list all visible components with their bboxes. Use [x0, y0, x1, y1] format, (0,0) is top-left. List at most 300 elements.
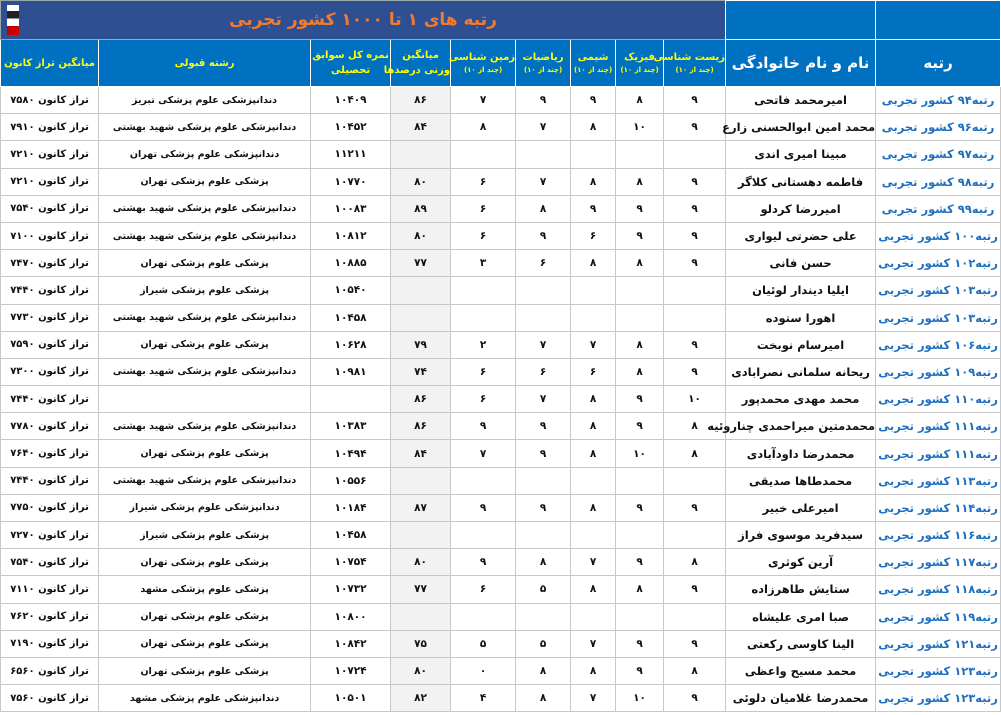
cell-field: پزشکی علوم پزشکی شیراز — [99, 277, 311, 304]
cell-kanoon: تراز کانون ۷۲۱۰ — [1, 141, 99, 168]
cell-rank: رتبه۱۱۸ کشور تجربی — [876, 576, 1001, 603]
cell-rank: رتبه۱۱۷ کشور تجربی — [876, 549, 1001, 576]
cell-geo — [451, 141, 516, 168]
cell-bio — [664, 277, 726, 304]
cell-record: ۱۰۸۱۲ — [311, 222, 391, 249]
cell-rank: رتبه۱۰۳ کشور تجربی — [876, 304, 1001, 331]
table-row — [1, 168, 1001, 195]
cell-geo: ۶ — [451, 168, 516, 195]
cell-phys — [616, 603, 664, 630]
cell-record: ۱۰۵۰۱ — [311, 685, 391, 712]
cell-math: ۷ — [516, 386, 571, 413]
cell-field: پزشکی علوم پزشکی مشهد — [99, 576, 311, 603]
cell-name: امیرمحمد فاتحی — [726, 87, 876, 114]
cell-geo: ۶ — [451, 358, 516, 385]
cell-avg: ۸۰ — [391, 222, 451, 249]
cell-bio: ۹ — [664, 168, 726, 195]
cell-chem — [571, 603, 616, 630]
cell-math: ۹ — [516, 222, 571, 249]
cell-math: ۷ — [516, 168, 571, 195]
cell-avg — [391, 141, 451, 168]
cell-rank: رتبه۱۱۰ کشور تجربی — [876, 386, 1001, 413]
cell-bio: ۱۰ — [664, 386, 726, 413]
cell-field: پزشکی علوم پزشکی تهران — [99, 603, 311, 630]
cell-kanoon: تراز کانون ۷۵۶۰ — [1, 685, 99, 712]
cell-name: علی حضرتی لیواری — [726, 222, 876, 249]
cell-chem: ۷ — [571, 549, 616, 576]
cell-phys — [616, 277, 664, 304]
cell-name: اهورا ستوده — [726, 304, 876, 331]
cell-rank: رتبه۱۱۹ کشور تجربی — [876, 603, 1001, 630]
cell-record: ۱۰۸۸۵ — [311, 250, 391, 277]
cell-bio: ۸ — [664, 549, 726, 576]
cell-name: الینا کاوسی رکعتی — [726, 630, 876, 657]
cell-avg: ۸۶ — [391, 413, 451, 440]
cell-chem — [571, 141, 616, 168]
cell-bio: ۹ — [664, 358, 726, 385]
cell-rank: رتبه۱۱۳ کشور تجربی — [876, 467, 1001, 494]
cell-record: ۱۰۴۰۹ — [311, 87, 391, 114]
cell-field: دندانپزشکی علوم پزشکی شهید بهشتی — [99, 413, 311, 440]
cell-record: ۱۰۷۵۴ — [311, 549, 391, 576]
col-chem-scale: (چند از ۱۰) — [573, 66, 613, 75]
cell-geo: ۰ — [451, 657, 516, 684]
cell-phys: ۹ — [616, 386, 664, 413]
cell-name: ستایش طاهرزاده — [726, 576, 876, 603]
cell-bio — [664, 304, 726, 331]
cell-math: ۶ — [516, 250, 571, 277]
cell-avg: ۸۰ — [391, 168, 451, 195]
cell-rank: رتبه۱۱۶ کشور تجربی — [876, 522, 1001, 549]
cell-phys: ۸ — [616, 358, 664, 385]
table-row — [1, 87, 1001, 114]
table-row — [1, 413, 1001, 440]
cell-phys — [616, 467, 664, 494]
cell-geo: ۶ — [451, 576, 516, 603]
cell-rank: رتبه۱۰۶ کشور تجربی — [876, 331, 1001, 358]
col-phys-label: فیزیک — [624, 52, 655, 64]
cell-bio: ۸ — [664, 440, 726, 467]
cell-chem: ۷ — [571, 685, 616, 712]
cell-field: دندانپزشکی علوم پزشکی شهید بهشتی — [99, 304, 311, 331]
cell-chem: ۸ — [571, 413, 616, 440]
cell-kanoon: تراز کانون ۷۶۴۰ — [1, 440, 99, 467]
col-rank: رتبه — [876, 40, 1001, 87]
cell-kanoon: تراز کانون ۷۳۰۰ — [1, 358, 99, 385]
cell-math: ۷ — [516, 331, 571, 358]
cell-phys — [616, 304, 664, 331]
cell-rank: رتبه۱۰۲ کشور تجربی — [876, 250, 1001, 277]
table-row — [1, 277, 1001, 304]
cell-math — [516, 277, 571, 304]
cell-math: ۹ — [516, 494, 571, 521]
cell-math — [516, 603, 571, 630]
cell-rank: رتبه۱۱۱ کشور تجربی — [876, 413, 1001, 440]
cell-field: دندانپزشکی علوم پزشکی شیراز — [99, 494, 311, 521]
cell-rank: رتبه۹۴ کشور تجربی — [876, 87, 1001, 114]
table-title-bar — [1, 1, 726, 40]
cell-name: امیررضا کردلو — [726, 195, 876, 222]
cell-record: ۱۰۵۴۰ — [311, 277, 391, 304]
cell-phys: ۹ — [616, 195, 664, 222]
cell-field: پزشکی علوم پزشکی تهران — [99, 657, 311, 684]
cell-geo: ۴ — [451, 685, 516, 712]
cell-record: ۱۰۴۵۸ — [311, 304, 391, 331]
cell-avg — [391, 277, 451, 304]
cell-rank: رتبه۱۱۱ کشور تجربی — [876, 440, 1001, 467]
cell-chem: ۹ — [571, 195, 616, 222]
table-title: رتبه های ۱ تا ۱۰۰۰ کشور تجربی — [229, 10, 497, 30]
table-row — [1, 494, 1001, 521]
cell-kanoon: تراز کانون ۷۴۷۰ — [1, 250, 99, 277]
cell-kanoon: تراز کانون ۷۲۱۰ — [1, 168, 99, 195]
cell-record: ۱۰۷۳۲ — [311, 576, 391, 603]
cell-record: ۱۰۷۲۴ — [311, 657, 391, 684]
cell-chem: ۸ — [571, 250, 616, 277]
table-row — [1, 685, 1001, 712]
cell-chem: ۶ — [571, 358, 616, 385]
header-blank-rank — [876, 1, 1001, 40]
cell-field: دندانپزشکی علوم پزشکی شهید بهشتی — [99, 467, 311, 494]
cell-geo: ۷ — [451, 87, 516, 114]
cell-avg: ۸۰ — [391, 549, 451, 576]
table-row — [1, 630, 1001, 657]
cell-kanoon: تراز کانون ۷۷۵۰ — [1, 494, 99, 521]
cell-record: ۱۰۴۵۸ — [311, 522, 391, 549]
cell-phys: ۱۰ — [616, 685, 664, 712]
cell-record: ۱۰۸۰۰ — [311, 603, 391, 630]
cell-record: ۱۰۱۸۴ — [311, 494, 391, 521]
cell-field: دندانپزشکی علوم پزشکی شهید بهشتی — [99, 114, 311, 141]
col-math — [516, 40, 571, 87]
cell-math: ۸ — [516, 195, 571, 222]
cell-name: محمد امین ابوالحسنی زارع — [726, 114, 876, 141]
cell-phys: ۸ — [616, 250, 664, 277]
cell-field: پزشکی علوم پزشکی تهران — [99, 331, 311, 358]
cell-bio: ۹ — [664, 222, 726, 249]
cell-kanoon: تراز کانون ۷۴۴۰ — [1, 386, 99, 413]
cell-math: ۵ — [516, 576, 571, 603]
cell-kanoon: تراز کانون ۷۷۳۰ — [1, 304, 99, 331]
cell-kanoon: تراز کانون ۷۲۷۰ — [1, 522, 99, 549]
cell-kanoon: تراز کانون ۷۱۰۰ — [1, 222, 99, 249]
table-row — [1, 331, 1001, 358]
cell-math: ۶ — [516, 358, 571, 385]
cell-bio: ۹ — [664, 494, 726, 521]
cell-geo: ۳ — [451, 250, 516, 277]
cell-geo: ۷ — [451, 440, 516, 467]
cell-rank: رتبه۹۷ کشور تجربی — [876, 141, 1001, 168]
cell-phys: ۹ — [616, 657, 664, 684]
cell-bio — [664, 141, 726, 168]
cell-avg — [391, 603, 451, 630]
cell-avg: ۸۲ — [391, 685, 451, 712]
cell-avg: ۸۶ — [391, 87, 451, 114]
cell-record: ۱۰۴۵۲ — [311, 114, 391, 141]
cell-avg: ۸۴ — [391, 114, 451, 141]
cell-chem: ۸ — [571, 657, 616, 684]
cell-avg — [391, 467, 451, 494]
cell-chem: ۸ — [571, 114, 616, 141]
table-row — [1, 222, 1001, 249]
table-row — [1, 304, 1001, 331]
cell-rank: رتبه۱۲۳ کشور تجربی — [876, 657, 1001, 684]
table-row — [1, 522, 1001, 549]
cell-geo — [451, 522, 516, 549]
cell-chem: ۸ — [571, 168, 616, 195]
cell-field — [99, 386, 311, 413]
cell-rank: رتبه۹۸ کشور تجربی — [876, 168, 1001, 195]
col-avg — [383, 40, 451, 87]
cell-phys: ۹ — [616, 494, 664, 521]
cell-math: ۸ — [516, 657, 571, 684]
cell-field: پزشکی علوم پزشکی تهران — [99, 440, 311, 467]
cell-name: محمدمتین میراحمدی چناروئیه — [726, 413, 876, 440]
table-row — [1, 141, 1001, 168]
cell-geo: ۸ — [451, 114, 516, 141]
cell-kanoon: تراز کانون ۷۱۱۰ — [1, 576, 99, 603]
cell-rank: رتبه۱۲۳ کشور تجربی — [876, 685, 1001, 712]
cell-field: پزشکی علوم پزشکی تهران — [99, 168, 311, 195]
table-row — [1, 440, 1001, 467]
cell-record: ۱۰۰۸۳ — [311, 195, 391, 222]
cell-rank: رتبه۱۰۰ کشور تجربی — [876, 222, 1001, 249]
col-field: رشته قبولی — [99, 40, 311, 87]
cell-field: دندانپزشکی علوم پزشکی مشهد — [99, 685, 311, 712]
cell-bio: ۹ — [664, 250, 726, 277]
cell-kanoon: تراز کانون ۷۴۴۰ — [1, 467, 99, 494]
col-record-label-1: نمره کل سوابق — [312, 50, 389, 61]
cell-chem: ۸ — [571, 494, 616, 521]
cell-rank: رتبه۱۰۳ کشور تجربی — [876, 277, 1001, 304]
table-row — [1, 549, 1001, 576]
cell-field: دندانپزشکی علوم پزشکی شهید بهشتی — [99, 222, 311, 249]
cell-phys: ۸ — [616, 331, 664, 358]
col-geo-scale: (چند از ۱۰) — [463, 66, 503, 75]
cell-avg: ۸۶ — [391, 386, 451, 413]
cell-name: امیرعلی خبیر — [726, 494, 876, 521]
cell-math: ۹ — [516, 440, 571, 467]
cell-avg: ۸۹ — [391, 195, 451, 222]
cell-bio: ۹ — [664, 87, 726, 114]
cell-phys: ۸ — [616, 87, 664, 114]
cell-phys: ۹ — [616, 222, 664, 249]
cell-geo: ۶ — [451, 222, 516, 249]
cell-field: دندانپزشکی علوم پزشکی شهید بهشتی — [99, 195, 311, 222]
col-name: نام و نام خانوادگی — [726, 40, 876, 87]
col-math-scale: (چند از ۱۰) — [523, 66, 563, 75]
col-kanoon: میانگین تراز کانون — [1, 40, 99, 87]
cell-bio — [664, 522, 726, 549]
cell-avg: ۷۵ — [391, 630, 451, 657]
cell-name: محمدطاها صدیقی — [726, 467, 876, 494]
cell-avg — [391, 522, 451, 549]
cell-phys: ۸ — [616, 576, 664, 603]
cell-name: آرین کوثری — [726, 549, 876, 576]
col-avg-label-1: میانگین — [402, 50, 439, 61]
col-avg-label-2: وزنی درصدها — [383, 65, 451, 76]
col-chem-label: شیمی — [577, 52, 609, 64]
cell-name: محمد مهدی محمدپور — [726, 386, 876, 413]
cell-avg: ۸۰ — [391, 657, 451, 684]
col-bio-label: زیست شناسی — [653, 52, 726, 64]
cell-name: محمدرضا غلامیان دلوئی — [726, 685, 876, 712]
header-blank-name — [726, 1, 876, 40]
cell-name: مبینا امیری اندی — [726, 141, 876, 168]
cell-phys: ۹ — [616, 413, 664, 440]
cell-math: ۹ — [516, 413, 571, 440]
cell-math — [516, 522, 571, 549]
logo-icon — [7, 5, 19, 35]
cell-name: ایلیا دیندار لوئیان — [726, 277, 876, 304]
cell-rank: رتبه۱۰۹ کشور تجربی — [876, 358, 1001, 385]
cell-avg: ۸۴ — [391, 440, 451, 467]
cell-phys: ۱۰ — [616, 440, 664, 467]
cell-math: ۹ — [516, 87, 571, 114]
cell-chem: ۹ — [571, 87, 616, 114]
cell-chem: ۸ — [571, 576, 616, 603]
cell-kanoon: تراز کانون ۷۹۱۰ — [1, 114, 99, 141]
cell-bio — [664, 467, 726, 494]
cell-geo: ۶ — [451, 386, 516, 413]
cell-chem — [571, 467, 616, 494]
cell-math — [516, 467, 571, 494]
cell-chem: ۶ — [571, 222, 616, 249]
cell-bio: ۸ — [664, 657, 726, 684]
cell-field: پزشکی علوم پزشکی تهران — [99, 250, 311, 277]
cell-bio: ۹ — [664, 114, 726, 141]
cell-kanoon: تراز کانون ۷۵۴۰ — [1, 549, 99, 576]
cell-avg: ۷۴ — [391, 358, 451, 385]
cell-field: دندانپزشکی علوم پزشکی تهران — [99, 141, 311, 168]
table-row — [1, 657, 1001, 684]
cell-record: ۱۰۶۲۸ — [311, 331, 391, 358]
cell-name: سیدفرید موسوی فراز — [726, 522, 876, 549]
cell-record — [311, 386, 391, 413]
cell-math: ۷ — [516, 114, 571, 141]
cell-chem — [571, 304, 616, 331]
cell-kanoon: تراز کانون ۷۵۸۰ — [1, 87, 99, 114]
cell-geo — [451, 467, 516, 494]
cell-record: ۱۰۴۹۴ — [311, 440, 391, 467]
cell-geo: ۹ — [451, 494, 516, 521]
cell-kanoon: تراز کانون ۷۱۹۰ — [1, 630, 99, 657]
table-body — [1, 87, 1001, 712]
cell-kanoon: تراز کانون ۶۵۶۰ — [1, 657, 99, 684]
cell-avg: ۷۷ — [391, 250, 451, 277]
cell-bio: ۹ — [664, 195, 726, 222]
cell-kanoon: تراز کانون ۷۵۹۰ — [1, 331, 99, 358]
cell-record: ۱۱۲۱۱ — [311, 141, 391, 168]
cell-record: ۱۰۹۸۱ — [311, 358, 391, 385]
cell-field: پزشکی علوم پزشکی تهران — [99, 630, 311, 657]
cell-phys: ۹ — [616, 549, 664, 576]
cell-name: صبا امری علیشاه — [726, 603, 876, 630]
cell-rank: رتبه۱۲۱ کشور تجربی — [876, 630, 1001, 657]
cell-geo — [451, 277, 516, 304]
cell-name: امیرسام نوبخت — [726, 331, 876, 358]
col-math-label: ریاضیات — [522, 52, 564, 64]
cell-geo: ۲ — [451, 331, 516, 358]
cell-phys: ۱۰ — [616, 114, 664, 141]
cell-geo: ۶ — [451, 195, 516, 222]
table-row — [1, 386, 1001, 413]
cell-name: حسن فانی — [726, 250, 876, 277]
cell-phys: ۹ — [616, 630, 664, 657]
cell-field: دندانپزشکی علوم پزشکی شهید بهشتی — [99, 358, 311, 385]
cell-record: ۱۰۸۴۲ — [311, 630, 391, 657]
cell-kanoon: تراز کانون ۷۶۲۰ — [1, 603, 99, 630]
col-geo — [448, 40, 516, 87]
cell-kanoon: تراز کانون ۷۵۴۰ — [1, 195, 99, 222]
cell-math: ۵ — [516, 630, 571, 657]
cell-avg: ۷۹ — [391, 331, 451, 358]
cell-geo: ۹ — [451, 413, 516, 440]
table-row — [1, 467, 1001, 494]
cell-phys: ۸ — [616, 168, 664, 195]
cell-record: ۱۰۷۷۰ — [311, 168, 391, 195]
cell-field: پزشکی علوم پزشکی شیراز — [99, 522, 311, 549]
cell-chem: ۷ — [571, 630, 616, 657]
cell-bio: ۹ — [664, 685, 726, 712]
cell-bio: ۹ — [664, 576, 726, 603]
col-phys-scale: (چند از ۱۰) — [620, 66, 659, 75]
table-row — [1, 250, 1001, 277]
cell-chem: ۸ — [571, 386, 616, 413]
cell-chem: ۸ — [571, 440, 616, 467]
table-row — [1, 603, 1001, 630]
table-row — [1, 576, 1001, 603]
cell-phys — [616, 141, 664, 168]
cell-field: دندانپزشکی علوم پزشکی تبریز — [99, 87, 311, 114]
cell-avg — [391, 304, 451, 331]
col-record-label-2: تحصیلی — [331, 65, 371, 76]
cell-bio: ۹ — [664, 630, 726, 657]
table-row — [1, 195, 1001, 222]
col-chem — [571, 40, 616, 87]
cell-name: محمدرضا داودآبادی — [726, 440, 876, 467]
cell-kanoon: تراز کانون ۷۷۸۰ — [1, 413, 99, 440]
cell-rank: رتبه۱۱۴ کشور تجربی — [876, 494, 1001, 521]
cell-math — [516, 141, 571, 168]
cell-kanoon: تراز کانون ۷۴۴۰ — [1, 277, 99, 304]
col-geo-label: زمین شناسی — [448, 52, 516, 64]
col-bio-scale: (چند از ۱۰) — [675, 66, 714, 75]
cell-math: ۸ — [516, 685, 571, 712]
cell-math: ۸ — [516, 549, 571, 576]
cell-geo: ۵ — [451, 630, 516, 657]
cell-chem — [571, 277, 616, 304]
cell-avg: ۸۷ — [391, 494, 451, 521]
col-record — [311, 40, 391, 87]
cell-avg: ۷۷ — [391, 576, 451, 603]
cell-record: ۱۰۳۸۳ — [311, 413, 391, 440]
cell-phys — [616, 522, 664, 549]
cell-math — [516, 304, 571, 331]
cell-bio: ۸ — [664, 413, 726, 440]
cell-name: ریحانه سلمانی نصرابادی — [726, 358, 876, 385]
cell-field: پزشکی علوم پزشکی تهران — [99, 549, 311, 576]
cell-bio — [664, 603, 726, 630]
cell-chem — [571, 522, 616, 549]
cell-chem: ۷ — [571, 331, 616, 358]
cell-bio: ۹ — [664, 331, 726, 358]
cell-geo — [451, 304, 516, 331]
cell-name: محمد مسیح واعظی — [726, 657, 876, 684]
table-row — [1, 358, 1001, 385]
cell-record: ۱۰۵۵۶ — [311, 467, 391, 494]
table-row — [1, 114, 1001, 141]
